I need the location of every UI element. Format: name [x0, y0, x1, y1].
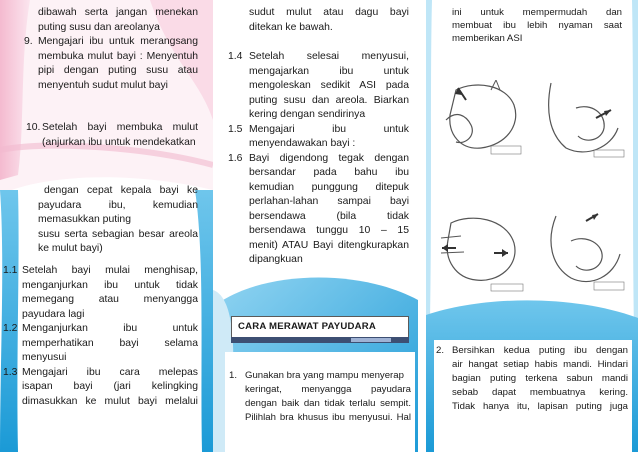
- text-line: kemudian punggung ditepuk: [249, 181, 409, 193]
- text-line: memberikan ASI: [452, 33, 523, 44]
- text-line: menyentuh sudut mulut bayi: [38, 79, 168, 91]
- text-line: dimasukkan ke mulut bayi melalui: [22, 395, 198, 407]
- item-number: 9.: [24, 36, 33, 47]
- text-line: payudara ibu, kemudian: [38, 199, 198, 211]
- text-line: Mengajari ibu untuk merangsang: [38, 36, 198, 47]
- text-line: bagian puting terkena sabun mandi: [452, 373, 628, 384]
- continued-text: [38, 184, 198, 257]
- text-line: Pilihlah bra khusus ibu menyusui. Hal: [245, 412, 411, 423]
- text-line: payudara lagi: [22, 308, 85, 320]
- header-underline: [231, 337, 409, 343]
- text-line: Setelah bayi membuka mulut: [42, 122, 198, 133]
- text-line: memperhatikan bayi selama: [22, 337, 198, 349]
- text-line: bersendawa (bila tidak: [249, 210, 409, 222]
- text-line: menyusui: [22, 352, 67, 363]
- numbered-list: [3, 264, 198, 409]
- text-line: mengoleskan sedikit ASI pada: [249, 80, 409, 91]
- text-line: mengajarkan ibu untuk: [249, 65, 409, 77]
- item-number: 1.3: [3, 366, 18, 378]
- continued-text: [452, 6, 622, 45]
- item-number: 2.: [436, 345, 445, 356]
- text-line: Mengajari ibu untuk: [249, 123, 409, 135]
- item-number: 1.2: [3, 323, 18, 334]
- text-line: ditekan ke bawah.: [249, 21, 333, 33]
- list-item: [228, 152, 409, 268]
- text-line: keringat, menyangga payudara: [245, 384, 411, 395]
- list-item: [229, 369, 411, 425]
- text-line: Bersihkan kedua puting ibu dengan: [452, 345, 628, 356]
- item-number: 1.4: [228, 51, 243, 62]
- breast-care-illustration: [436, 80, 526, 160]
- text-line: Setelah selesai menyusui,: [249, 51, 409, 62]
- section-header: CARA MERAWAT PAYUDARA: [231, 316, 409, 338]
- text-line: memasukkan puting: [38, 214, 131, 225]
- text-line: sudut mulut atau dagu bayi: [249, 7, 409, 18]
- numbered-list: [228, 50, 409, 268]
- text-line: bersandar pada bahu ibu: [249, 167, 409, 178]
- continued-text: [38, 6, 198, 35]
- text-line: menit) ATAU Bayi ditengkurapkan: [249, 239, 409, 251]
- breast-press-illustration: [436, 208, 528, 292]
- text-line: puting susu dan areola. Biarkan: [249, 94, 409, 106]
- list-item: [24, 35, 198, 93]
- list-item: [228, 50, 409, 123]
- text-line: Gunakan bra yang mampu menyerap: [245, 370, 404, 381]
- text-line: Bayi digendong tegak dengan: [249, 152, 409, 164]
- continued-text: [249, 6, 409, 35]
- text-line: bersendawa tunggu 10 – 15: [249, 225, 409, 236]
- panel-left: [0, 0, 213, 452]
- text-line: perlahan-lahan sampai bayi: [249, 196, 409, 207]
- list-item: [3, 322, 198, 366]
- text-line: Menganjurkan ibu untuk: [22, 323, 198, 334]
- panel-middle: [213, 0, 426, 452]
- text-line: menyendawakan bayi :: [249, 138, 356, 149]
- list-item: [436, 344, 628, 414]
- list-item: [228, 123, 409, 152]
- text-line: memegang atau menyangga: [22, 294, 198, 305]
- item-number: 1.: [229, 370, 238, 381]
- item-number: 1.1: [3, 265, 18, 276]
- text-line: Setelah bayi mulai menghisap,: [22, 265, 198, 276]
- text-line: dengan cepat kepala bayi ke: [44, 185, 198, 196]
- text-line: membuat ibu lebih nyaman saat: [452, 20, 622, 31]
- text-line: Tidak hanya itu, lapisan puting juga: [452, 401, 628, 412]
- text-line: dengan baik dan tidak terlalu sempit.: [245, 398, 411, 409]
- item-number: 10.: [26, 122, 41, 133]
- text-line: puting susu dan areolanya: [38, 21, 160, 33]
- list-item: [3, 264, 198, 322]
- panel-right: [426, 0, 638, 452]
- text-line: dibawah serta jangan menekan: [38, 7, 198, 18]
- text-line: isapan bayi (jari kelingking: [22, 381, 198, 392]
- list-item: [26, 121, 198, 150]
- text-line: kering dengan sendirinya: [249, 109, 366, 120]
- text-line: ke mulut bayi): [38, 243, 103, 254]
- text-line: sebab dapat membuatnya kering.: [452, 387, 628, 398]
- text-line: ini untuk mempermudah dan: [452, 7, 622, 18]
- text-line: pipi dengan puting susu atau: [38, 65, 198, 76]
- breast-support-illustration: [536, 206, 628, 292]
- text-line: (anjurkan ibu untuk mendekatkan: [42, 136, 196, 148]
- item-number: 1.6: [228, 152, 243, 164]
- list-item: [3, 366, 198, 410]
- text-line: air hangat setiap habis mandi. Hindari: [452, 359, 628, 370]
- breast-massage-illustration: [536, 78, 628, 160]
- text-line: membuka mulut bayi : Menyentuh: [38, 50, 198, 62]
- text-line: menganjurkan ibu untuk tidak: [22, 279, 198, 291]
- text-line: dipangkuan: [249, 254, 303, 265]
- text-line: Mengajari ibu cara melepas: [22, 366, 198, 378]
- item-number: 1.5: [228, 123, 243, 135]
- text-line: susu serta sebagian besar areola: [38, 228, 198, 240]
